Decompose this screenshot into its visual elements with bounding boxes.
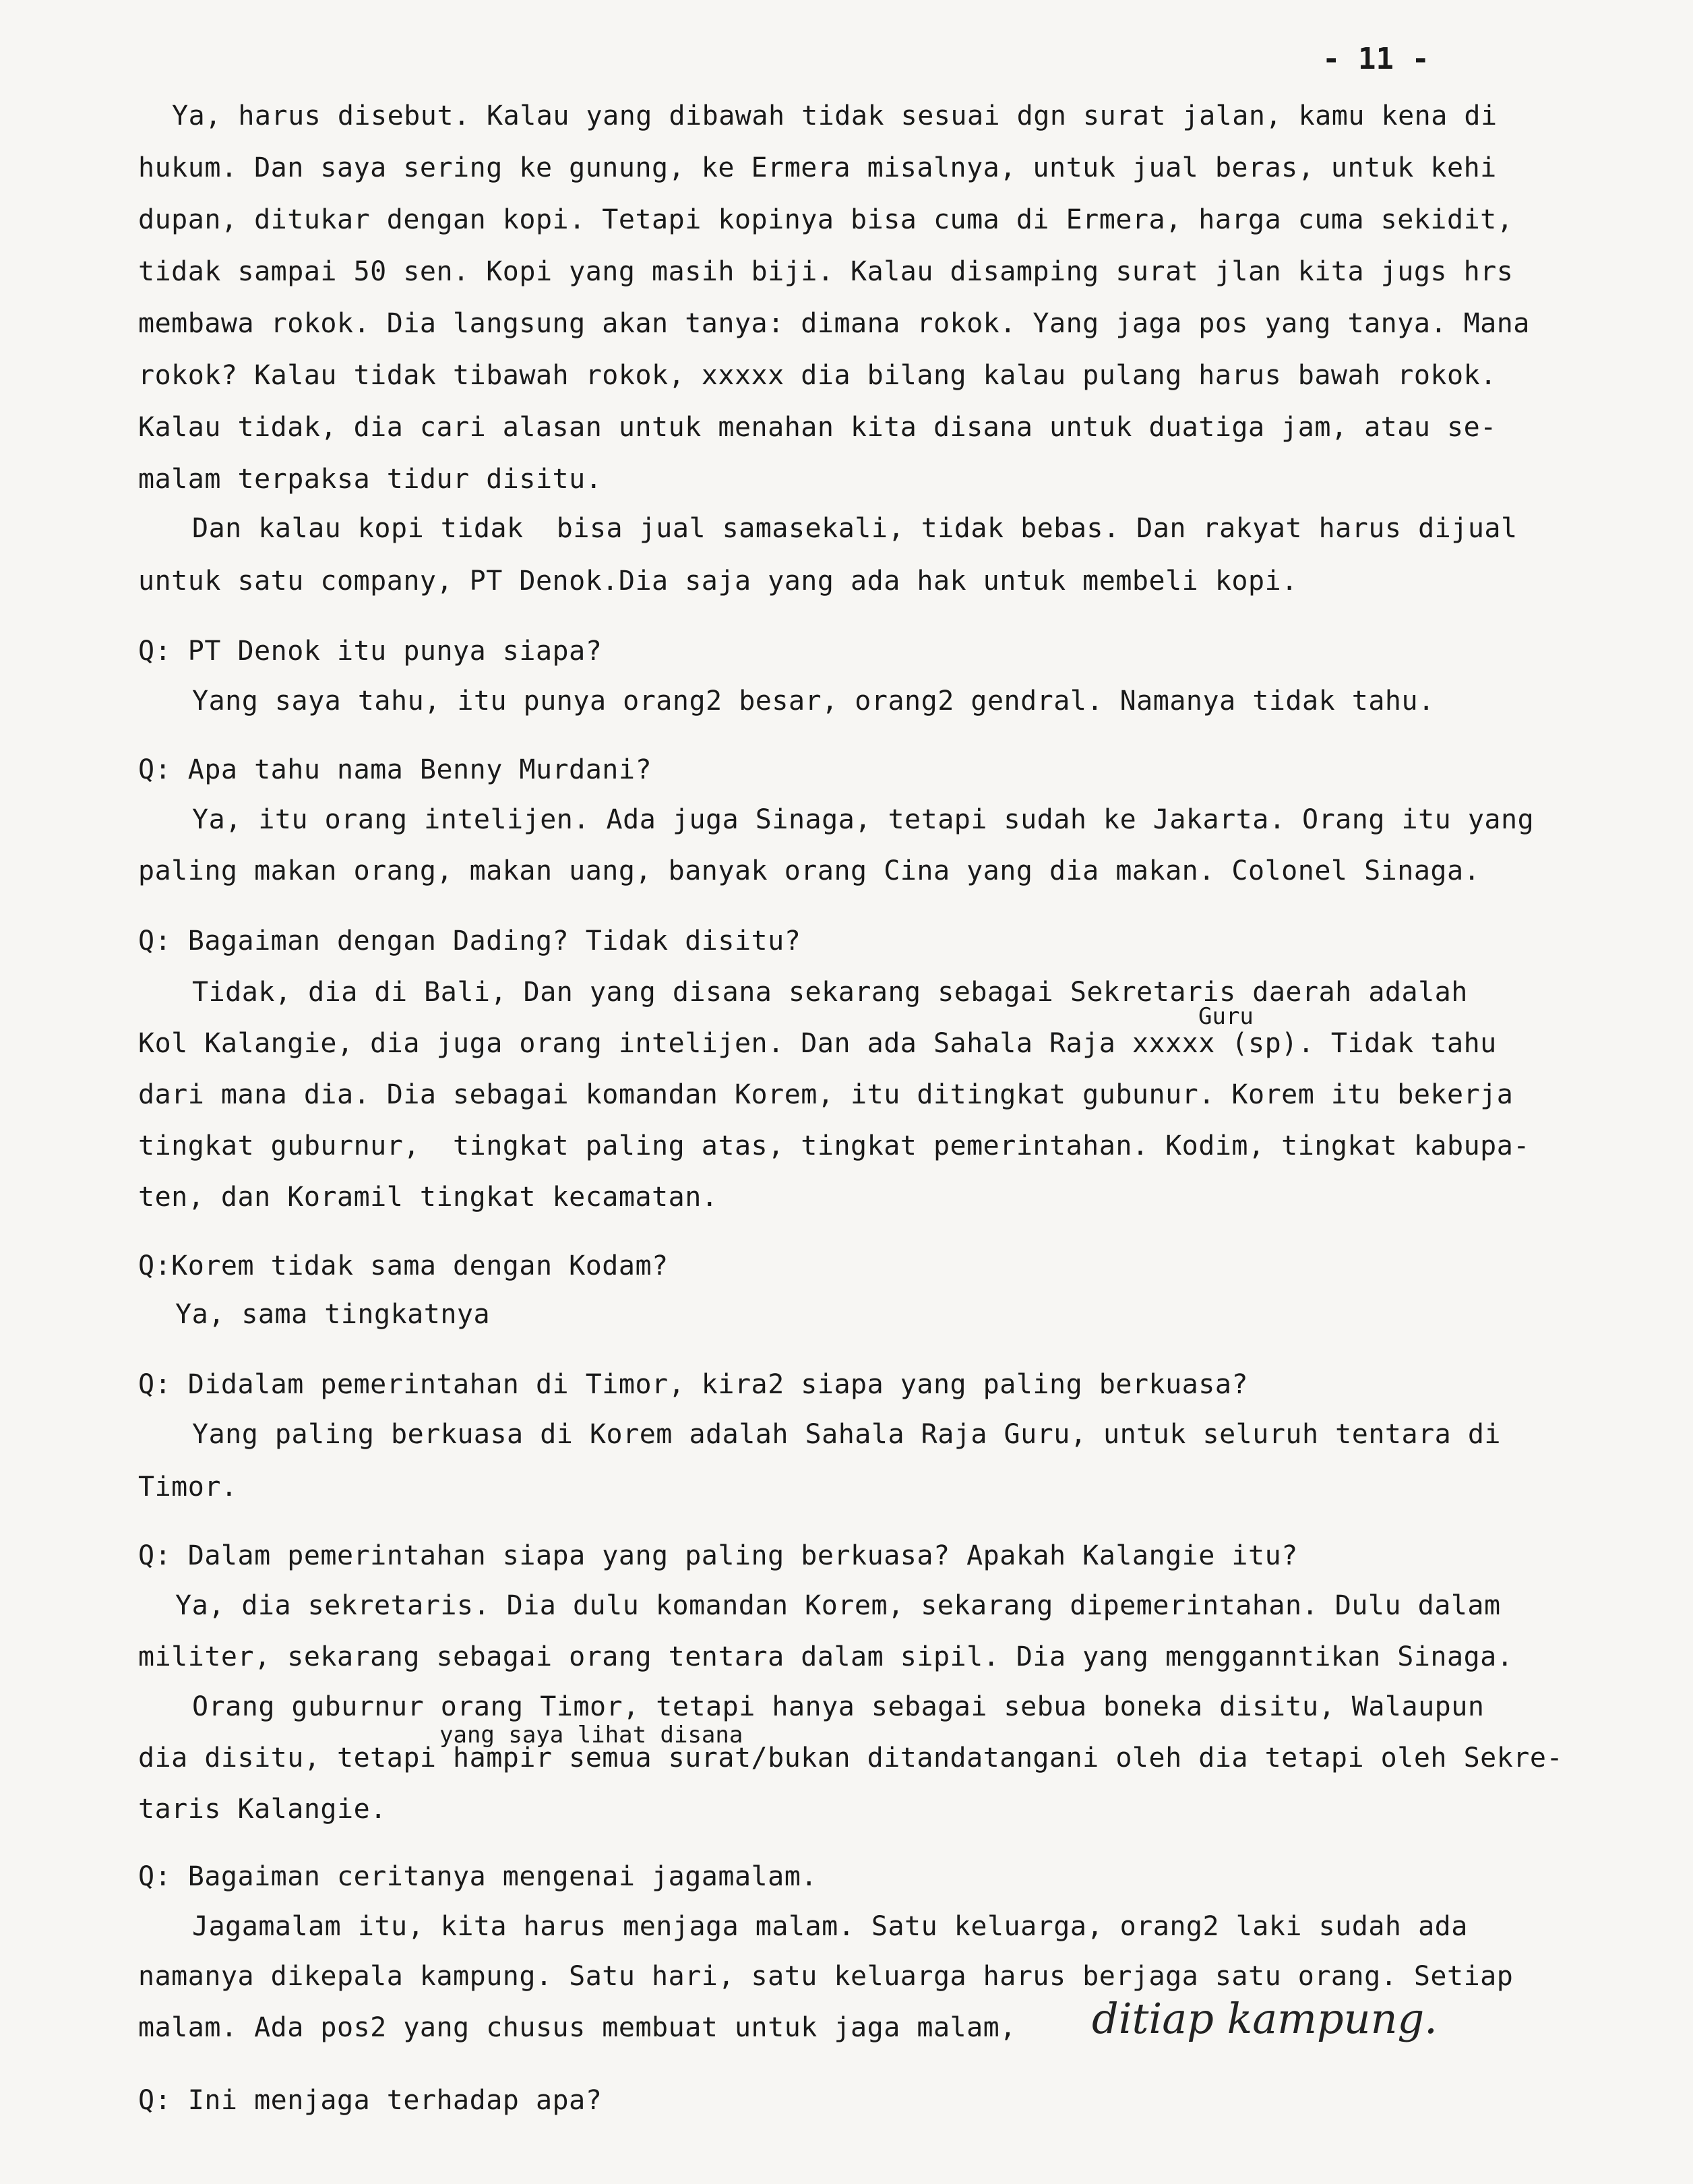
handwritten-note: ditiap kampung. [1092,1994,1438,2043]
text-line: namanya dikepala kampung. Satu hari, satu keluarga harus berjaga satu orang. Setiap [138,1961,1514,1992]
text-line: Ya, sama tingkatnya [175,1299,491,1330]
text-line: militer, sekarang sebagai orang tentara dalam sipil. Dia yang mengganntikan Sinaga. [138,1641,1514,1672]
text-line: Orang guburnur orang Timor, tetapi hanya sebagai sebua boneka disitu, Walaupun [192,1691,1485,1722]
text-line: taris Kalangie. [138,1794,387,1825]
text-line: Jagamalam itu, kita harus menjaga malam. Satu keluarga, orang2 laki sudah ada [192,1911,1468,1942]
text-line: Ya, harus disebut. Kalau yang dibawah tidak sesuai dgn surat jalan, kamu kena di [172,100,1498,131]
text-line: Timor. [138,1472,238,1503]
text-line: Ya, itu orang intelijen. Ada juga Sinaga, tetapi sudah ke Jakarta. Orang itu yang [192,804,1535,835]
text-line: malam. Ada pos2 yang chusus membuat untuk jaga malam, [138,2012,1016,2043]
text-line: Kol Kalangie, dia juga orang intelijen. Dan ada Sahala Raja xxxxx (sp). Tidak tahu [138,1028,1497,1059]
text-line: membawa rokok. Dia langsung akan tanya: dimana rokok. Yang jaga pos yang tanya. Mana [138,308,1530,339]
text-line: tidak sampai 50 sen. Kopi yang masih biji. Kalau disamping surat jlan kita jugs hrs [138,256,1514,287]
insertion-yang-saya-lihat: yang saya lihat disana [439,1722,743,1749]
text-line: tingkat guburnur, tingkat paling atas, tingkat pemerintahan. Kodim, tingkat kabupa- [138,1130,1530,1161]
text-line: rokok? Kalau tidak tibawah rokok, xxxxx dia bilang kalau pulang harus bawah rokok. [138,360,1497,391]
page-number: - 11 - [1322,42,1429,76]
question-line: Q: PT Denok itu punya siapa? [138,636,603,667]
text-line: Yang paling berkuasa di Korem adalah Sahala Raja Guru, untuk seluruh tentara di [192,1419,1501,1450]
question-line: Q: Bagaiman dengan Dading? Tidak disitu? [138,926,801,957]
text-line: Yang saya tahu, itu punya orang2 besar, orang2 gendral. Namanya tidak tahu. [192,686,1435,717]
text-line: dia disitu, tetapi hampir semua surat/bukan ditandatangani oleh dia tetapi oleh Sekre- [138,1742,1564,1773]
text-line: Dan kalau kopi tidak bisa jual samasekali, tidak bebas. Dan rakyat harus dijual [192,513,1518,544]
text-line: Kalau tidak, dia cari alasan untuk menahan kita disana untuk duatiga jam, atau se- [138,412,1497,443]
question-line: Q: Apa tahu nama Benny Murdani? [138,754,652,785]
question-line: Q: Dalam pemerintahan siapa yang paling berkuasa? Apakah Kalangie itu? [138,1540,1298,1571]
text-line: malam terpaksa tidur disitu. [138,464,603,495]
text-line: untuk satu company, PT Denok.Dia saja yang ada hak untuk membeli kopi. [138,566,1298,597]
question-line: Q: Bagaiman ceritanya mengenai jagamalam. [138,1861,818,1892]
insertion-guru: Guru [1198,1003,1254,1030]
text-line: Tidak, dia di Bali, Dan yang disana sekarang sebagai Sekretaris daerah adalah [192,977,1468,1008]
text-line: dupan, ditukar dengan kopi. Tetapi kopinya bisa cuma di Ermera, harga cuma sekidit, [138,204,1514,235]
text-line: ten, dan Koramil tingkat kecamatan. [138,1182,718,1213]
text-line: dari mana dia. Dia sebagai komandan Korem, itu ditingkat gubunur. Korem itu bekerja [138,1079,1514,1110]
text-line: Ya, dia sekretaris. Dia dulu komandan Korem, sekarang dipemerintahan. Dulu dalam [175,1590,1501,1621]
text-line: hukum. Dan saya sering ke gunung, ke Ermera misalnya, untuk jual beras, untuk kehi [138,152,1497,183]
question-line: Q: Ini menjaga terhadap apa? [138,2085,603,2116]
question-line: Q:Korem tidak sama dengan Kodam? [138,1250,669,1281]
question-line: Q: Didalam pemerintahan di Timor, kira2 siapa yang paling berkuasa? [138,1369,1248,1400]
text-line: paling makan orang, makan uang, banyak orang Cina yang dia makan. Colonel Sinaga. [138,855,1481,886]
